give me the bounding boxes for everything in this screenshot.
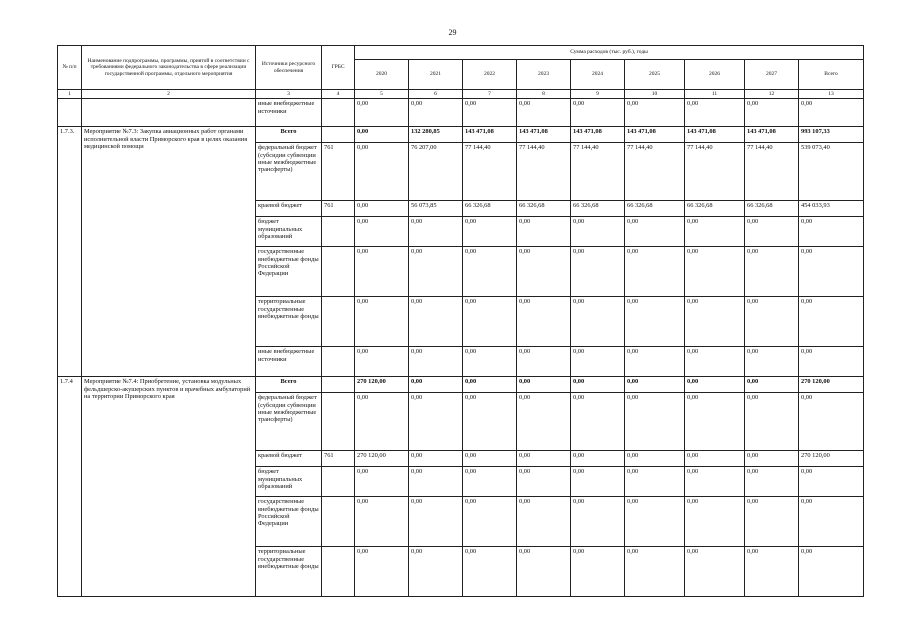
section-title: Мероприятие №7.3: Закупка авиационных работ органами исполнительной власти Приморского края в целях оказания медицинской помощи: [82, 127, 256, 377]
cell-value: 0,00: [625, 451, 685, 467]
cell-value: 0,00: [355, 143, 409, 201]
cell-value: 0,00: [463, 467, 517, 497]
cell-value: 0,00: [625, 377, 685, 393]
cell-value: 143 471,08: [625, 127, 685, 143]
cell-value: 0,00: [745, 497, 799, 547]
cell-value: 77 144,40: [517, 143, 571, 201]
cell-value: 0,00: [685, 297, 745, 347]
cell-value: 0,00: [625, 99, 685, 127]
section-title: Мероприятие №7.4: Приобретение, установка модульных фельдшерско-акушерских пунктов и врачебных амбулаторий на территории Приморского края: [82, 377, 256, 597]
cell-value: 0,00: [571, 99, 625, 127]
cell-value: 993 107,33: [799, 127, 864, 143]
cell-value: 454 033,93: [799, 201, 864, 217]
cell-value: 77 144,40: [463, 143, 517, 201]
cell-value: 77 144,40: [745, 143, 799, 201]
cell-value: 0,00: [625, 347, 685, 377]
cell-value: 0,00: [517, 99, 571, 127]
cell-value: 0,00: [409, 451, 463, 467]
cell-value: 0,00: [571, 347, 625, 377]
table-header: [58, 46, 864, 99]
column-number: 9: [571, 90, 625, 99]
cell-value: 0,00: [409, 217, 463, 247]
cell-value: 0,00: [463, 547, 517, 597]
header-year: 2023: [517, 60, 571, 90]
cell-value: 0,00: [625, 467, 685, 497]
section-number: 1.7.4: [58, 377, 82, 597]
cell-value: 0,00: [571, 467, 625, 497]
cell-source: территориальные государственные внебюджетные фонды: [256, 297, 322, 347]
cell-value: 76 207,00: [409, 143, 463, 201]
cell-value: 0,00: [517, 297, 571, 347]
cell-value: 0,00: [463, 497, 517, 547]
cell-value: 0,00: [517, 497, 571, 547]
cell-value: 0,00: [685, 377, 745, 393]
cell-value: 0,00: [355, 99, 409, 127]
cell-value: 0,00: [625, 247, 685, 297]
cell-value: 77 144,40: [571, 143, 625, 201]
cell-value: 0,00: [745, 247, 799, 297]
cell-value: 0,00: [625, 497, 685, 547]
cell-grbs: [322, 347, 355, 377]
cell-value: 0,00: [355, 393, 409, 451]
cell-value: 0,00: [463, 451, 517, 467]
cell-grbs: [322, 127, 355, 143]
cell-value: 0,00: [355, 497, 409, 547]
cell-value: 0,00: [745, 217, 799, 247]
cell-value: 77 144,40: [625, 143, 685, 201]
cell-value: 66 326,68: [625, 201, 685, 217]
cell-value: 0,00: [745, 451, 799, 467]
cell-value: 143 471,08: [517, 127, 571, 143]
cell-value: 0,00: [625, 217, 685, 247]
cell-value: 0,00: [799, 217, 864, 247]
cell-value: 0,00: [517, 393, 571, 451]
cell-value: 143 471,08: [571, 127, 625, 143]
cell-value: 143 471,08: [463, 127, 517, 143]
table-row: [58, 127, 864, 143]
cell-value: 66 326,68: [571, 201, 625, 217]
cell-value: 0,00: [571, 451, 625, 467]
cell-value: 0,00: [517, 347, 571, 377]
cell-value: 0,00: [799, 247, 864, 297]
cell-value: 0,00: [685, 99, 745, 127]
cell-value: 0,00: [799, 393, 864, 451]
cell-value: 0,00: [685, 451, 745, 467]
cell-value: 0,00: [463, 247, 517, 297]
cell-value: 0,00: [517, 377, 571, 393]
cell-value: 0,00: [745, 347, 799, 377]
cell-value: 0,00: [685, 393, 745, 451]
header-year: 2025: [625, 60, 685, 90]
table-body: [58, 99, 864, 597]
cell-value: 0,00: [517, 547, 571, 597]
cell-value: 0,00: [463, 377, 517, 393]
cell-source: федеральный бюджет (субсидии субвенции иные межбюджетные трансферты): [256, 393, 322, 451]
budget-table: [57, 45, 864, 597]
cell-value: 0,00: [409, 347, 463, 377]
cell-value: 0,00: [685, 467, 745, 497]
cell-value: 270 120,00: [799, 377, 864, 393]
column-number: 11: [685, 90, 745, 99]
cell-value: 0,00: [355, 247, 409, 297]
cell-value: 0,00: [745, 547, 799, 597]
cell-value: 0,00: [685, 247, 745, 297]
cell-value: 0,00: [571, 247, 625, 297]
header-year: 2022: [463, 60, 517, 90]
cell-value: 66 326,68: [463, 201, 517, 217]
cell-value: 0,00: [799, 547, 864, 597]
cell-value: 0,00: [745, 99, 799, 127]
cell-grbs: 761: [322, 201, 355, 217]
cell-value: 0,00: [517, 217, 571, 247]
cell-value: 0,00: [409, 297, 463, 347]
cell-value: 143 471,08: [745, 127, 799, 143]
cell-value: 270 120,00: [355, 451, 409, 467]
cell-num: [58, 99, 82, 127]
cell-value: 0,00: [745, 393, 799, 451]
cell-source: краевой бюджет: [256, 451, 322, 467]
cell-value: 0,00: [355, 467, 409, 497]
cell-value: 0,00: [685, 497, 745, 547]
cell-grbs: [322, 467, 355, 497]
cell-grbs: [322, 297, 355, 347]
cell-value: 56 073,85: [409, 201, 463, 217]
cell-source: краевой бюджет: [256, 201, 322, 217]
cell-value: 0,00: [409, 393, 463, 451]
column-number: 12: [745, 90, 799, 99]
cell-value: 0,00: [799, 497, 864, 547]
cell-value: 0,00: [685, 547, 745, 597]
cell-grbs: [322, 497, 355, 547]
cell-value: 0,00: [355, 297, 409, 347]
cell-value: 0,00: [799, 467, 864, 497]
cell-value: 66 326,68: [517, 201, 571, 217]
cell-value: 0,00: [685, 217, 745, 247]
cell-value: 270 120,00: [799, 451, 864, 467]
table-row: [58, 99, 864, 127]
cell-value: 0,00: [799, 99, 864, 127]
cell-source: территориальные государственные внебюджетные фонды: [256, 547, 322, 597]
cell-source: государственные внебюджетные фонды Российской Федерации: [256, 497, 322, 547]
cell-value: 0,00: [463, 297, 517, 347]
cell-value: 0,00: [625, 393, 685, 451]
section-number: 1.7.3.: [58, 127, 82, 377]
cell-source: иные внебюджетные источники: [256, 347, 322, 377]
cell-value: 0,00: [409, 99, 463, 127]
cell-source: иные внебюджетные источники: [256, 99, 322, 127]
cell-value: 0,00: [625, 547, 685, 597]
cell-source: Всего: [256, 127, 322, 143]
cell-value: 0,00: [517, 451, 571, 467]
cell-value: 0,00: [517, 467, 571, 497]
cell-value: 132 280,85: [409, 127, 463, 143]
header-grbs: ГРБС: [322, 46, 355, 90]
cell-value: 0,00: [571, 547, 625, 597]
header-name: Наименование подпрограммы, программы, приятой в соответствии с требованиями федерального законодательства в сфере реализации государственной программы, отдельного мероприятия: [82, 46, 256, 90]
column-number: 13: [799, 90, 864, 99]
column-number: 8: [517, 90, 571, 99]
cell-value: 0,00: [409, 247, 463, 297]
cell-value: 0,00: [409, 547, 463, 597]
cell-value: 66 326,68: [745, 201, 799, 217]
column-number: 7: [463, 90, 517, 99]
cell-value: 0,00: [355, 201, 409, 217]
cell-value: 270 120,00: [355, 377, 409, 393]
cell-grbs: [322, 217, 355, 247]
cell-value: 0,00: [355, 547, 409, 597]
table-row: [58, 377, 864, 393]
header-year: 2024: [571, 60, 625, 90]
cell-grbs: 761: [322, 143, 355, 201]
cell-grbs: [322, 377, 355, 393]
cell-value: 143 471,08: [685, 127, 745, 143]
header-year: 2027: [745, 60, 799, 90]
cell-value: 0,00: [571, 497, 625, 547]
cell-value: 0,00: [745, 377, 799, 393]
column-number: 1: [58, 90, 82, 99]
cell-value: 539 073,40: [799, 143, 864, 201]
header-year: 2020: [355, 60, 409, 90]
cell-value: 0,00: [685, 347, 745, 377]
cell-value: 0,00: [517, 247, 571, 297]
page-number: 29: [448, 28, 457, 37]
header-num: № п/п: [58, 46, 82, 90]
cell-grbs: [322, 547, 355, 597]
cell-value: 0,00: [409, 467, 463, 497]
cell-value: 0,00: [799, 347, 864, 377]
header-source: Источники ресурсного обеспечения: [256, 46, 322, 90]
cell-name: [82, 99, 256, 127]
cell-value: 0,00: [409, 377, 463, 393]
cell-grbs: 761: [322, 451, 355, 467]
cell-value: 0,00: [409, 497, 463, 547]
column-number: 3: [256, 90, 322, 99]
header-amount-title: Сумма расходов (тыс. руб.), годы: [355, 46, 864, 60]
cell-source: бюджет муниципальных образований: [256, 467, 322, 497]
header-year: 2026: [685, 60, 745, 90]
cell-grbs: [322, 393, 355, 451]
cell-value: 0,00: [463, 99, 517, 127]
cell-value: 0,00: [625, 297, 685, 347]
cell-value: 0,00: [571, 377, 625, 393]
cell-value: 0,00: [745, 297, 799, 347]
cell-value: 0,00: [571, 217, 625, 247]
column-number: 2: [82, 90, 256, 99]
cell-value: 0,00: [571, 393, 625, 451]
column-number: 10: [625, 90, 685, 99]
column-number: 5: [355, 90, 409, 99]
header-year: Всего: [799, 60, 864, 90]
cell-value: 0,00: [355, 217, 409, 247]
cell-value: 0,00: [355, 127, 409, 143]
cell-source: государственные внебюджетные фонды Российской Федерации: [256, 247, 322, 297]
cell-value: 0,00: [463, 393, 517, 451]
cell-value: 77 144,40: [685, 143, 745, 201]
column-number: 6: [409, 90, 463, 99]
cell-value: 0,00: [799, 297, 864, 347]
cell-source: бюджет муниципальных образований: [256, 217, 322, 247]
cell-value: 0,00: [463, 347, 517, 377]
column-number: 4: [322, 90, 355, 99]
cell-source: федеральный бюджет (субсидии субвенции иные межбюджетные трансферты): [256, 143, 322, 201]
cell-value: 0,00: [355, 347, 409, 377]
cell-value: 66 326,68: [685, 201, 745, 217]
cell-value: 0,00: [463, 217, 517, 247]
cell-source: Всего: [256, 377, 322, 393]
header-year: 2021: [409, 60, 463, 90]
cell-grbs: [322, 99, 355, 127]
cell-value: 0,00: [745, 467, 799, 497]
cell-grbs: [322, 247, 355, 297]
cell-value: 0,00: [571, 297, 625, 347]
